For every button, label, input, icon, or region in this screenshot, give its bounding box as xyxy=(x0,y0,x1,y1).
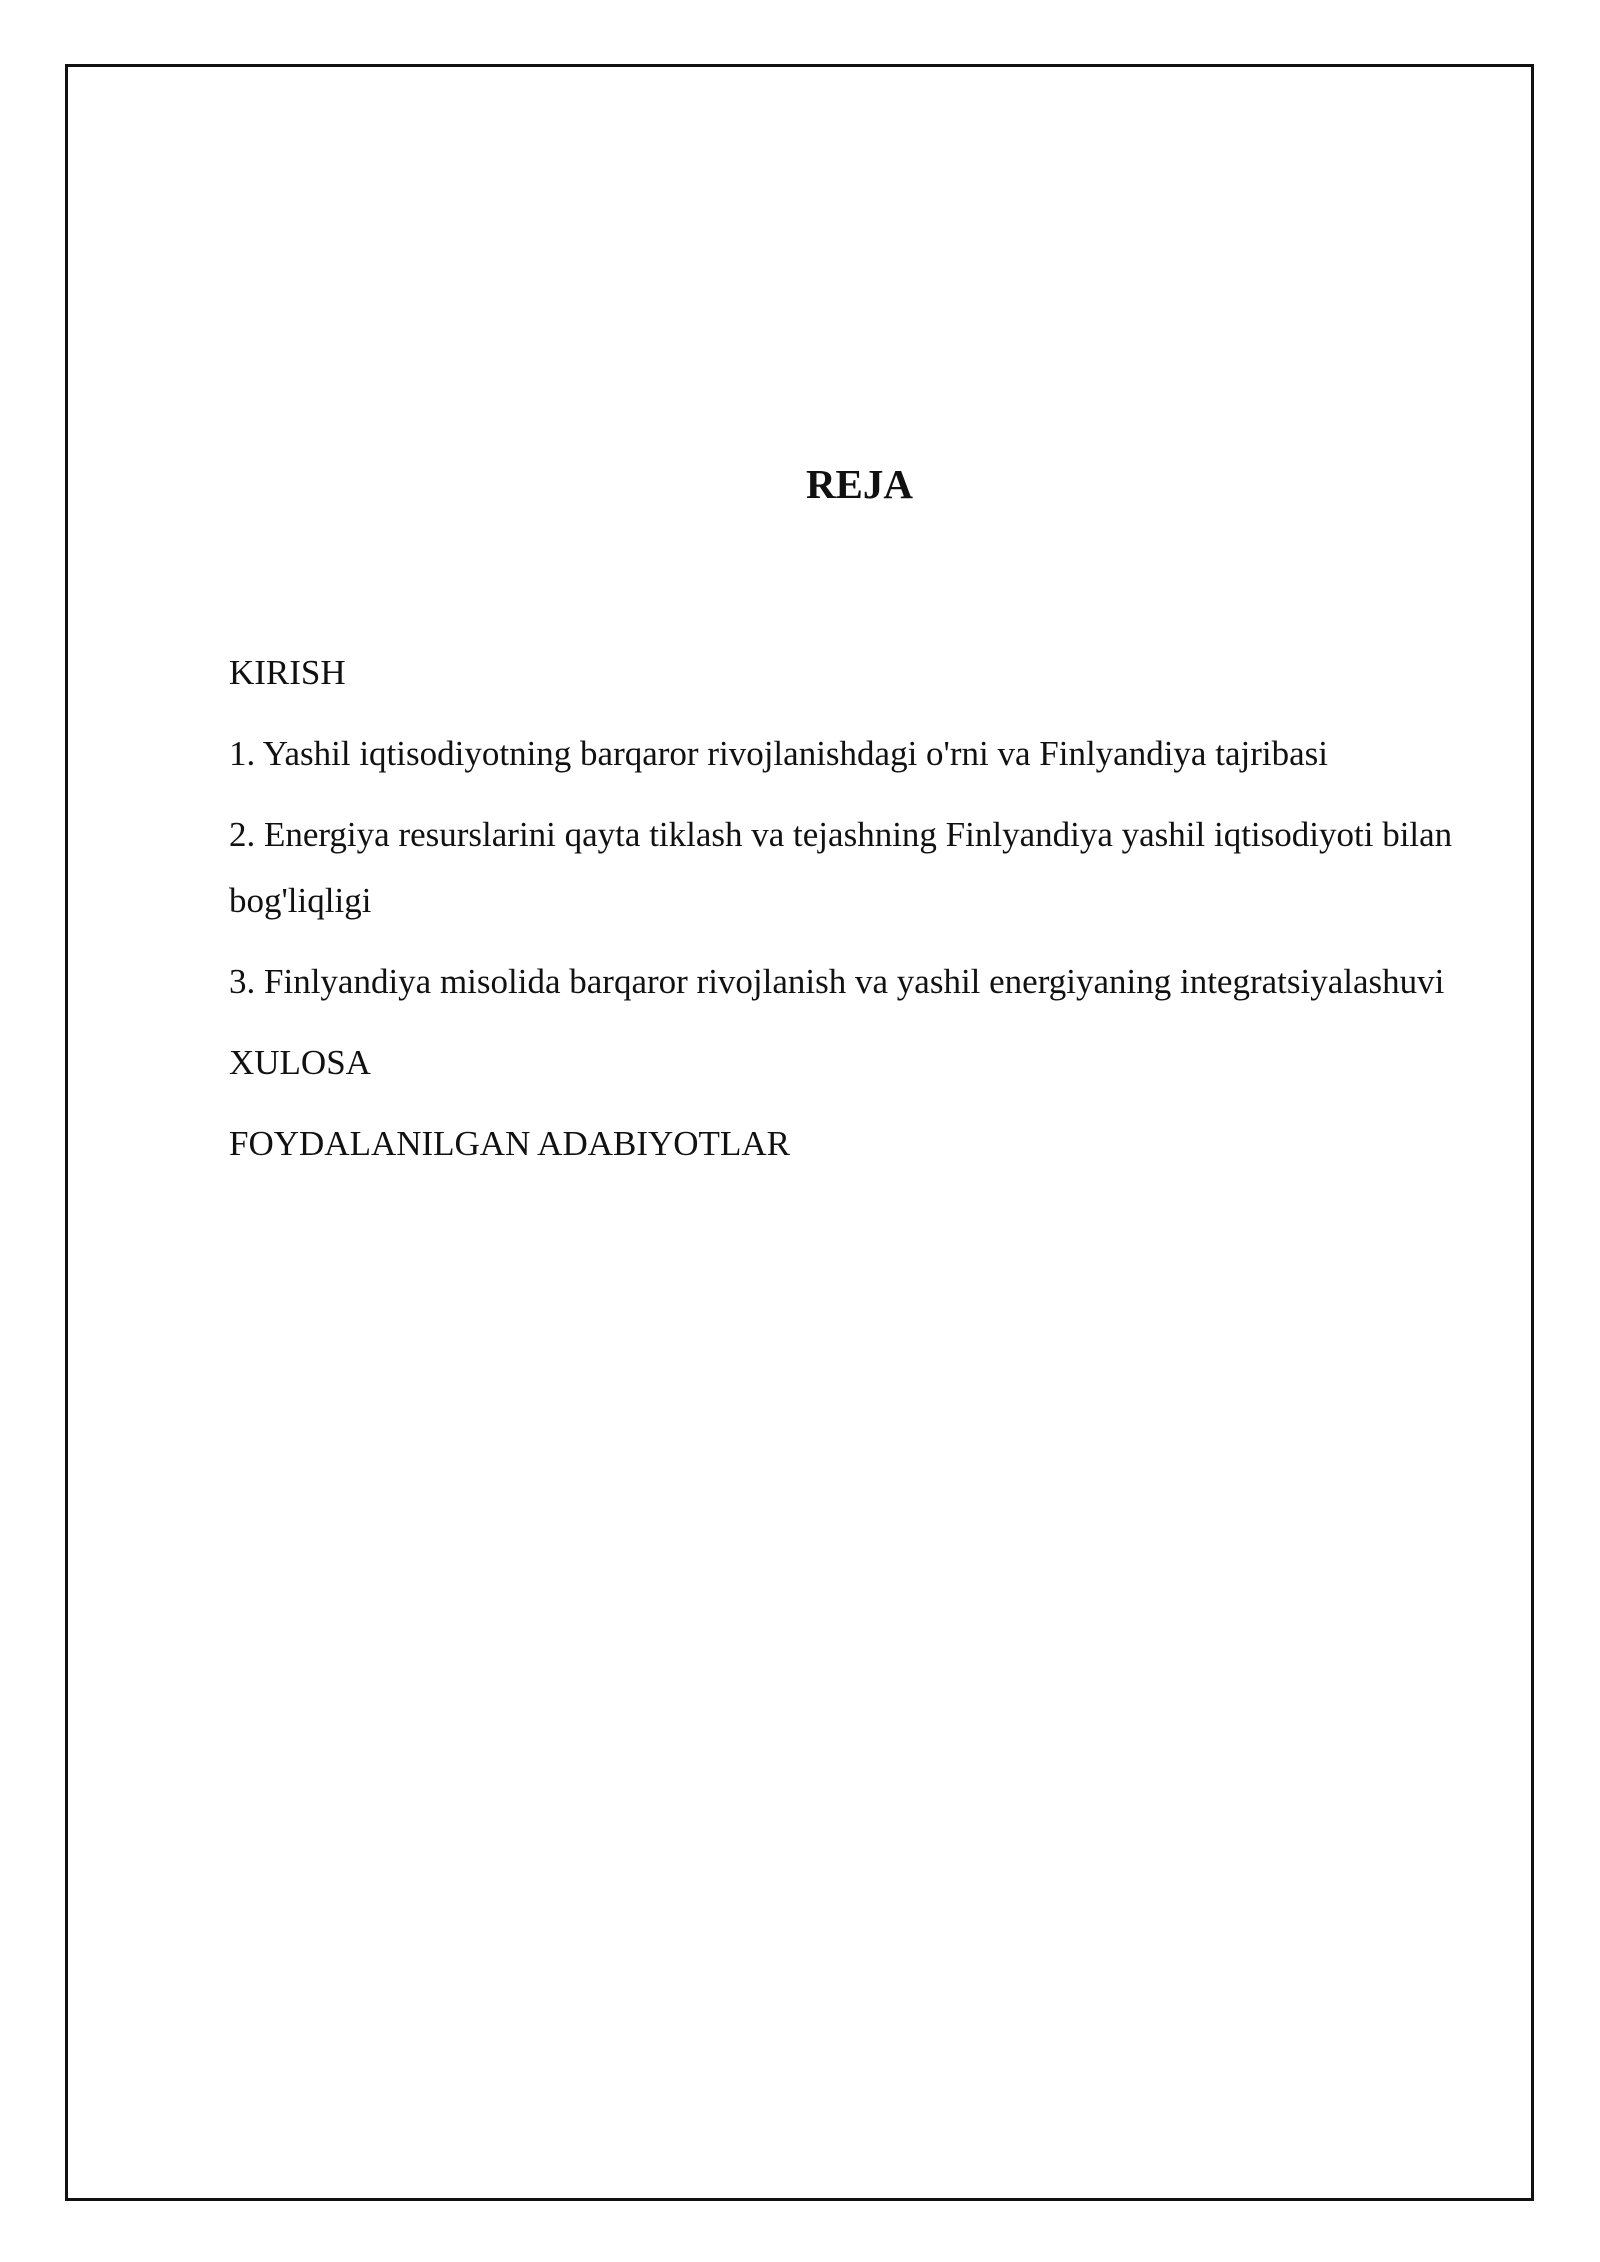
title-container xyxy=(0,458,1600,510)
toc-item-chapter-1: 1. Yashil iqtisodiyotning barqaror rivojlanishdagi o'rni va Finlyandiya tajribasi xyxy=(229,734,1328,773)
page-title: REJA xyxy=(805,461,914,507)
toc-item-conclusion: XULOSA xyxy=(229,1043,371,1082)
toc-item-references: FOYDALANILGAN ADABIYOTLAR xyxy=(229,1124,790,1163)
table-of-contents xyxy=(229,640,1479,1192)
toc-item-chapter-2: 2. Energiya resurslarini qayta tiklash va tejashning Finlyandiya yashil iqtisodiyoti bilan bog'liqligi xyxy=(229,815,1453,920)
toc-item-chapter-3: 3. Finlyandiya misolida barqaror rivojlanish va yashil energiyaning integratsiyalashuvi xyxy=(229,962,1445,1001)
toc-item-introduction: KIRISH xyxy=(229,653,346,692)
